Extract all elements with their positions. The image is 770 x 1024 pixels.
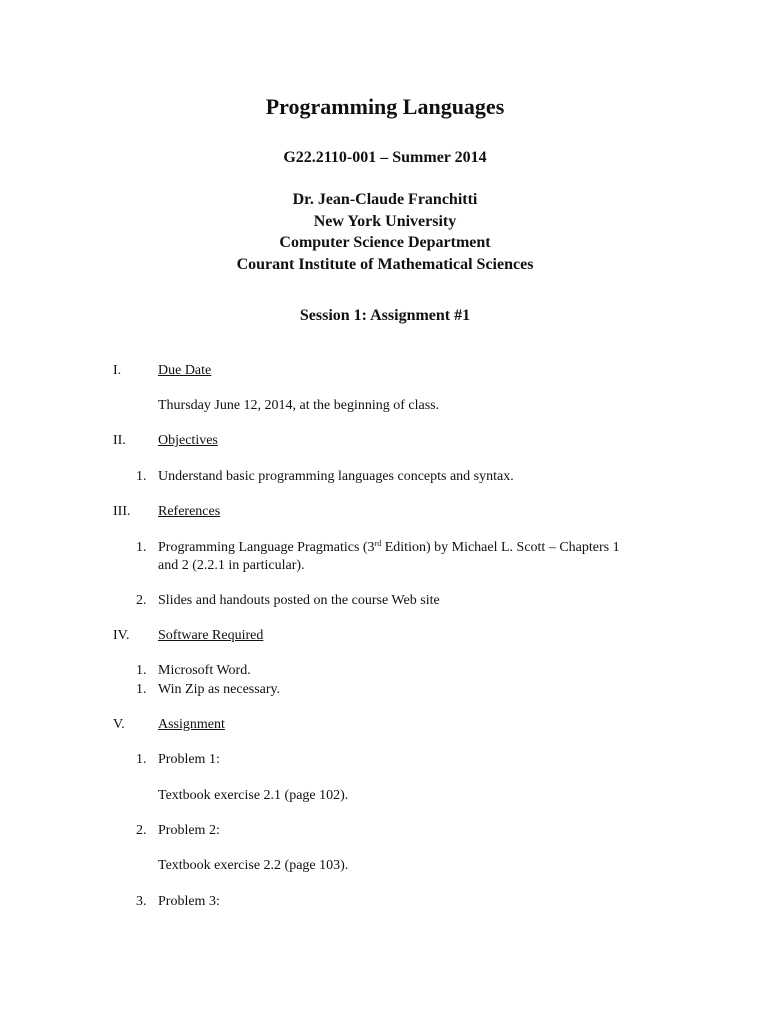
reference-item-continuation: and 2 (2.2.1 in particular). [158, 558, 305, 573]
university-name: New York University [313, 212, 457, 230]
list-item-number: 3. [136, 894, 147, 909]
section-heading-references: References [158, 504, 221, 519]
reference-item-text [158, 539, 620, 557]
problem-label: Problem 1: [158, 752, 220, 767]
reference-text-before: Programming Language Pragmatics (3 [158, 540, 375, 555]
author-block [0, 189, 770, 275]
institute-name: Courant Institute of Mathematical Sciences [236, 255, 534, 273]
reference-text-after: Edition) by Michael L. Scott – Chapters 1 [381, 540, 620, 555]
problem-detail: Textbook exercise 2.2 (page 103). [158, 858, 349, 873]
author-name: Dr. Jean-Claude Franchitti [292, 191, 478, 208]
problem-label: Problem 3: [158, 894, 220, 909]
due-date-text: Thursday June 12, 2014, at the beginning of class. [158, 398, 440, 413]
list-item-number: 1. [136, 752, 147, 767]
problem-detail: Textbook exercise 2.1 (page 102). [158, 788, 349, 803]
list-item-number: 2. [136, 823, 147, 838]
department-name: Computer Science Department [279, 234, 491, 251]
reference-superscript: rd [374, 539, 382, 548]
software-item-text: Win Zip as necessary. [158, 682, 281, 697]
section-heading-objectives: Objectives [158, 433, 218, 448]
document-title: Programming Languages [265, 94, 505, 119]
objective-item-text: Understand basic programming languages concepts and syntax. [158, 469, 514, 484]
section-heading-due-date: Due Date [158, 363, 212, 378]
section-numeral-assignment: V. [113, 717, 125, 732]
course-code: G22.2110-001 – Summer 2014 [283, 149, 487, 166]
section-numeral-objectives: II. [113, 433, 126, 448]
problem-label: Problem 2: [158, 823, 220, 838]
list-item-number: 1. [136, 682, 147, 697]
section-heading-assignment: Assignment [158, 717, 225, 732]
list-item-number: 1. [136, 540, 147, 555]
section-heading-software: Software Required [158, 628, 264, 643]
section-numeral-due-date: I. [113, 363, 122, 378]
software-item-text: Microsoft Word. [158, 663, 251, 678]
reference-item-text: Slides and handouts posted on the course Web site [158, 593, 440, 608]
session-heading: Session 1: Assignment #1 [299, 307, 471, 324]
list-item-number: 1. [136, 469, 147, 484]
list-item-number: 1. [136, 663, 147, 678]
section-numeral-references: III. [113, 504, 131, 519]
list-item-number: 2. [136, 593, 147, 608]
section-numeral-software: IV. [113, 628, 130, 643]
